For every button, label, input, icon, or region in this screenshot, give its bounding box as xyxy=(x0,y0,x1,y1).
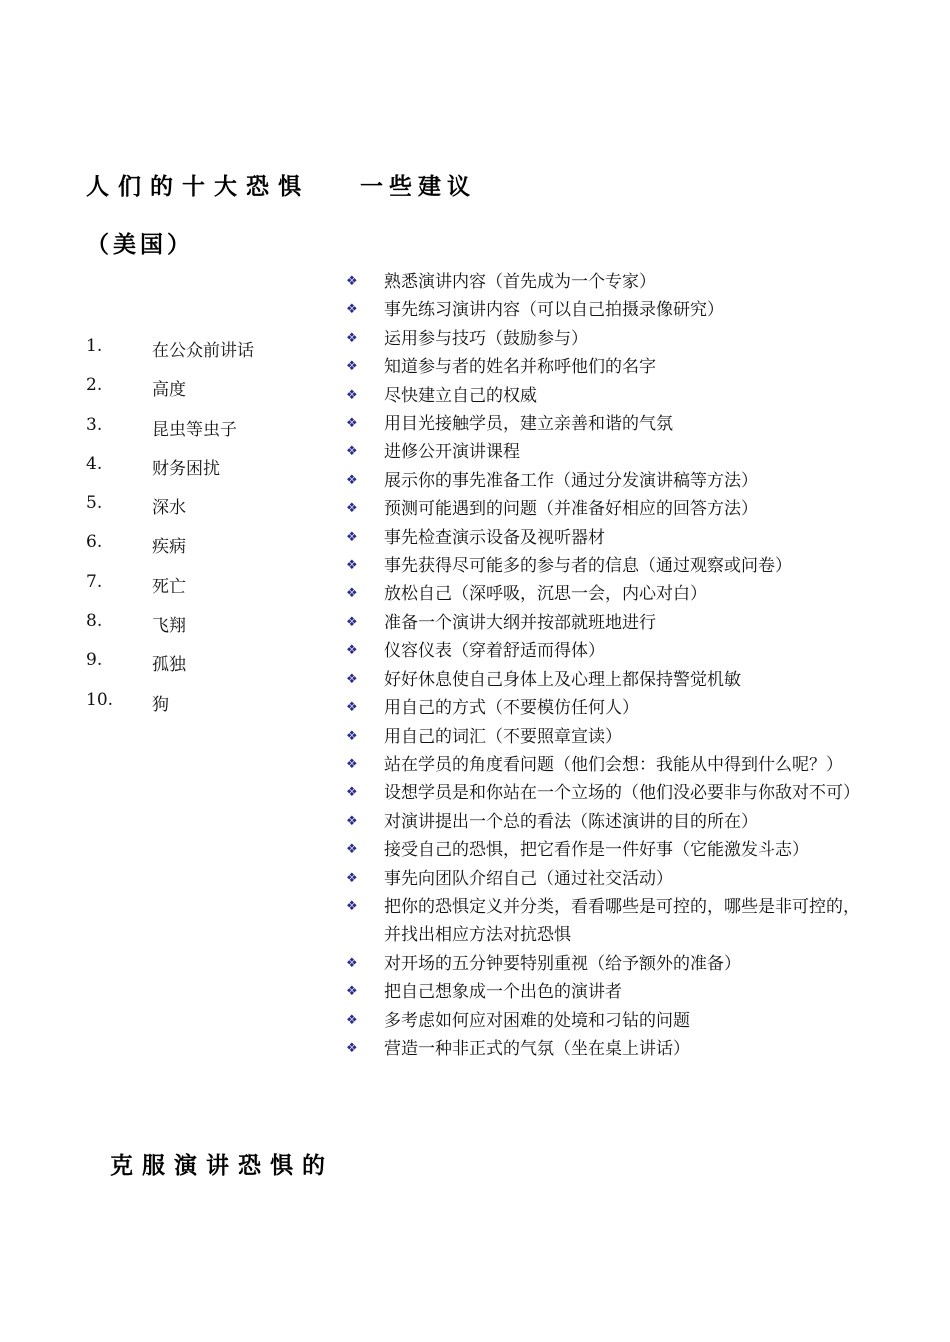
suggestion-text: 把自己想象成一个出色的演讲者 xyxy=(384,982,622,1003)
suggestion-item xyxy=(346,438,876,466)
suggestion-item xyxy=(346,495,876,523)
diamond-cluster-icon: ❖ xyxy=(346,444,358,460)
suggestion-item xyxy=(346,325,876,353)
suggestion-text: 设想学员是和你站在一个立场的（他们没必要非与你敌对不可） xyxy=(384,783,860,804)
fear-item xyxy=(86,650,254,689)
suggestion-item xyxy=(346,609,876,637)
diamond-cluster-icon: ❖ xyxy=(346,586,358,602)
diamond-cluster-icon: ❖ xyxy=(346,756,358,772)
country-subheading: （美国） xyxy=(86,232,194,258)
fear-item xyxy=(86,493,254,532)
suggestion-text: 事先检查演示设备及视听器材 xyxy=(384,527,605,548)
diamond-cluster-icon: ❖ xyxy=(346,529,358,545)
fear-number: 5. xyxy=(86,493,103,514)
suggestion-text: 营造一种非正式的气氛（坐在桌上讲话） xyxy=(384,1038,690,1059)
suggestion-text: 准备一个演讲大纲并按部就班地进行 xyxy=(384,612,656,633)
suggestion-text: 对开场的五分钟要特别重视（给予额外的准备） xyxy=(384,953,741,974)
fear-text: 在公众前讲话 xyxy=(152,341,254,361)
suggestion-text: 事先向团队介绍自己（通过社交活动） xyxy=(384,868,673,889)
diamond-cluster-icon: ❖ xyxy=(346,302,358,318)
suggestion-item xyxy=(346,410,876,438)
fear-text: 飞翔 xyxy=(152,616,186,637)
suggestions-heading: 一些建议 xyxy=(360,174,476,200)
fear-item xyxy=(86,572,254,611)
diamond-cluster-icon: ❖ xyxy=(346,984,358,1000)
fear-item xyxy=(86,532,254,571)
fear-item xyxy=(86,336,254,375)
suggestion-item xyxy=(346,893,876,950)
suggestion-text: 用自己的词汇（不要照章宣读） xyxy=(384,726,622,747)
fear-number: 1. xyxy=(86,336,103,356)
suggestion-text: 对演讲提出一个总的看法（陈述演讲的目的所在） xyxy=(384,811,758,832)
suggestion-text: 进修公开演讲课程 xyxy=(384,442,520,463)
diamond-cluster-icon: ❖ xyxy=(346,785,358,801)
suggestion-text: 事先获得尽可能多的参与者的信息（通过观察或问卷） xyxy=(384,556,792,577)
diamond-cluster-icon: ❖ xyxy=(346,274,358,289)
suggestion-item xyxy=(346,808,876,836)
suggestion-item xyxy=(346,580,876,608)
diamond-cluster-icon: ❖ xyxy=(346,330,358,346)
suggestion-item xyxy=(346,779,876,807)
suggestion-item xyxy=(346,353,876,381)
fear-text: 狗 xyxy=(152,694,169,715)
fear-item xyxy=(86,375,254,414)
fear-number: 9. xyxy=(86,650,103,671)
fear-number: 7. xyxy=(86,571,103,592)
suggestion-item xyxy=(346,552,876,580)
fear-text: 高度 xyxy=(152,380,186,401)
diamond-cluster-icon: ❖ xyxy=(346,416,358,432)
suggestion-text: 用自己的方式（不要模仿任何人） xyxy=(384,698,639,719)
suggestion-text: 好好休息使自己身体上及心理上都保持警觉机敏 xyxy=(384,669,741,690)
fear-text: 深水 xyxy=(152,498,186,519)
diamond-cluster-icon: ❖ xyxy=(346,359,358,375)
diamond-cluster-icon: ❖ xyxy=(346,898,358,914)
fear-text: 死亡 xyxy=(152,576,186,597)
suggestion-text: 站在学员的角度看问题（他们会想：我能从中得到什么呢？） xyxy=(384,754,843,775)
diamond-cluster-icon: ❖ xyxy=(346,870,358,886)
fear-number: 3. xyxy=(86,414,103,435)
suggestion-item xyxy=(346,524,876,552)
suggestion-item xyxy=(346,950,876,978)
fear-text: 财务困扰 xyxy=(152,458,220,479)
fear-number: 8. xyxy=(86,611,103,632)
suggestion-item xyxy=(346,1007,876,1035)
diamond-cluster-icon: ❖ xyxy=(346,813,358,829)
fears-heading: 人们的十大恐惧 xyxy=(86,174,310,200)
suggestion-item xyxy=(346,1035,876,1063)
suggestion-text: 多考虑如何应对困难的处境和刁钻的问题 xyxy=(384,1010,690,1031)
fear-item xyxy=(86,415,254,454)
suggestions-list xyxy=(346,268,876,1063)
diamond-cluster-icon: ❖ xyxy=(346,558,358,574)
fear-item xyxy=(86,611,254,650)
suggestion-item xyxy=(346,296,876,324)
fear-item xyxy=(86,690,254,729)
suggestion-text: 展示你的事先准备工作（通过分发演讲稿等方法） xyxy=(384,470,758,491)
suggestion-item xyxy=(346,723,876,751)
diamond-cluster-icon: ❖ xyxy=(346,501,358,517)
suggestion-item xyxy=(346,751,876,779)
suggestion-item xyxy=(346,268,876,296)
suggestion-item xyxy=(346,836,876,864)
suggestion-text: 事先练习演讲内容（可以自己拍摄录像研究） xyxy=(384,300,724,321)
suggestion-text: 接受自己的恐惧，把它看作是一件好事（它能激发斗志） xyxy=(384,840,809,861)
diamond-cluster-icon: ❖ xyxy=(346,671,358,687)
diamond-cluster-icon: ❖ xyxy=(346,643,358,659)
diamond-cluster-icon: ❖ xyxy=(346,614,358,630)
suggestion-item xyxy=(346,865,876,893)
fears-list xyxy=(86,336,254,729)
fear-number: 4. xyxy=(86,453,103,474)
diamond-cluster-icon: ❖ xyxy=(346,728,358,744)
suggestion-text: 用目光接触学员，建立亲善和谐的气氛 xyxy=(384,414,673,435)
fear-number: 10. xyxy=(86,689,114,710)
fear-text: 疾病 xyxy=(152,537,186,558)
suggestion-item xyxy=(346,637,876,665)
diamond-cluster-icon: ❖ xyxy=(346,1040,358,1056)
fear-text: 孤独 xyxy=(152,655,186,676)
suggestion-text: 知道参与者的姓名并称呼他们的名字 xyxy=(384,357,656,378)
suggestion-item xyxy=(346,382,876,410)
suggestion-text: 预测可能遇到的问题（并准备好相应的回答方法） xyxy=(384,499,758,520)
suggestion-text: 把你的恐惧定义并分类，看看哪些是可控的，哪些是非可控的，并找出相应方法对抗恐惧 xyxy=(384,896,860,946)
fear-item xyxy=(86,454,254,493)
suggestion-text: 尽快建立自己的权威 xyxy=(384,385,537,406)
fear-number: 2. xyxy=(86,375,103,396)
suggestion-item xyxy=(346,467,876,495)
suggestion-text: 放松自己（深呼吸，沉思一会，内心对白） xyxy=(384,584,707,605)
diamond-cluster-icon: ❖ xyxy=(346,842,358,858)
diamond-cluster-icon: ❖ xyxy=(346,1012,358,1028)
fear-text: 昆虫等虫子 xyxy=(152,419,237,440)
suggestion-text: 仪容仪表（穿着舒适而得体） xyxy=(384,641,605,662)
diamond-cluster-icon: ❖ xyxy=(346,700,358,716)
fear-number: 6. xyxy=(86,532,103,553)
overcome-heading: 克服演讲恐惧的 xyxy=(110,1153,334,1179)
suggestion-item xyxy=(346,978,876,1006)
suggestion-text: 熟悉演讲内容（首先成为一个专家） xyxy=(384,272,656,292)
suggestion-text: 运用参与技巧（鼓励参与） xyxy=(384,328,588,349)
suggestion-item xyxy=(346,694,876,722)
diamond-cluster-icon: ❖ xyxy=(346,955,358,971)
diamond-cluster-icon: ❖ xyxy=(346,387,358,403)
suggestion-item xyxy=(346,666,876,694)
diamond-cluster-icon: ❖ xyxy=(346,472,358,488)
